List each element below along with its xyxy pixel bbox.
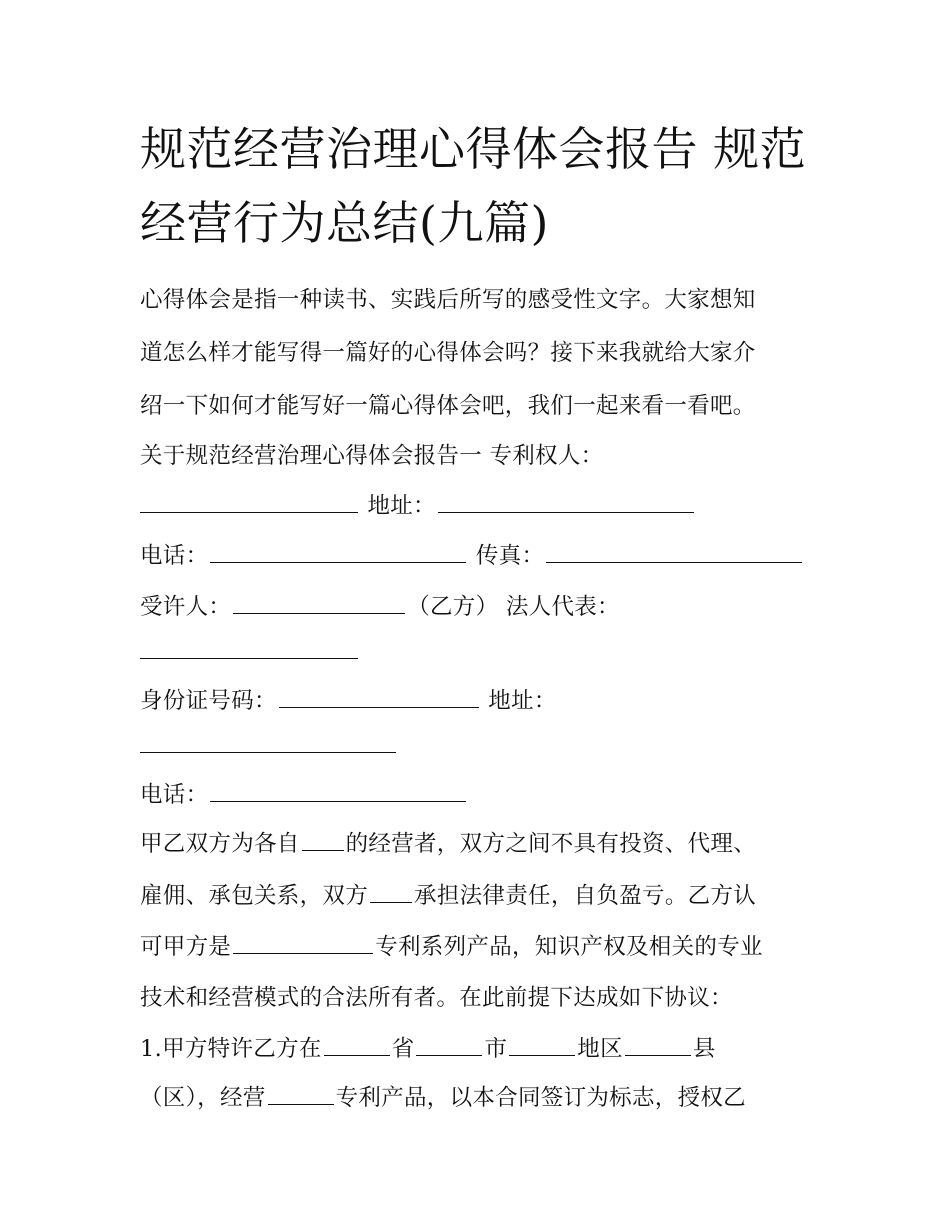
address-blank <box>438 492 694 513</box>
intro-line-2: 道怎么样才能写得一篇好的心得体会吗？接下来我就给大家介 <box>140 340 756 366</box>
body-line-2 <box>140 881 820 911</box>
body-text: 地区 <box>577 1036 623 1062</box>
body-line-1 <box>140 829 820 859</box>
body-text: 雇佣、承包关系，双方 <box>140 883 369 909</box>
phone-label-2: 电话： <box>140 782 209 808</box>
patentee-address-line <box>140 491 820 521</box>
body-text: 可甲方是 <box>140 934 232 960</box>
document-title: 规范经营治理心得体会报告 规范经营行为总结(九篇) <box>140 122 807 250</box>
body-text: 县 <box>692 1036 716 1062</box>
address-label-2: 地址： <box>488 688 557 714</box>
body-text: 市 <box>484 1036 508 1062</box>
fax-label: 传真： <box>475 543 545 569</box>
phone-label: 电话： <box>140 543 209 569</box>
licensee-line <box>140 592 820 622</box>
blank <box>233 933 373 954</box>
blank <box>268 1084 334 1105</box>
licensee-label: 受许人： <box>140 594 232 620</box>
intro-line-1: 心得体会是指一种读书、实践后所写的感受性文字。大家想知 <box>140 287 756 313</box>
body-text: （区），经营 <box>140 1085 266 1111</box>
body-text: 省 <box>391 1036 415 1062</box>
party-b-label: （乙方） <box>407 594 499 620</box>
blank <box>416 1035 482 1056</box>
phone-blank <box>210 542 466 563</box>
address-2-blank <box>140 732 396 753</box>
fax-blank <box>546 542 802 563</box>
body-text: 1.甲方特许乙方在 <box>140 1036 322 1062</box>
blank <box>370 882 412 903</box>
id-blank <box>279 687 479 708</box>
body-line-3 <box>140 932 820 962</box>
legal-rep-label: 法人代表： <box>505 594 620 620</box>
address-2-blank-line <box>140 731 820 761</box>
phone-fax-line <box>140 541 820 571</box>
phone-2-blank <box>210 781 466 802</box>
blank <box>625 1035 691 1056</box>
blank <box>302 830 344 851</box>
body-text: 专利系列产品，知识产权及相关的专业 <box>375 934 763 960</box>
patentee-name-blank <box>140 492 358 513</box>
blank <box>509 1035 575 1056</box>
licensee-blank <box>233 593 405 614</box>
blank <box>324 1035 390 1056</box>
legal-rep-blank-line <box>140 637 820 667</box>
intro-line-3: 绍一下如何才能写好一篇心得体会吧，我们一起来看一看吧。 <box>140 393 756 419</box>
legal-rep-blank <box>140 638 358 659</box>
body-text: 承担法律责任，自负盈亏。乙方认 <box>414 883 757 909</box>
body-text: 甲乙双方为各自 <box>140 831 300 857</box>
id-address-line <box>140 686 820 716</box>
body-text: 专利产品，以本合同签订为标志，授权乙 <box>335 1085 746 1111</box>
body-line-4: 技术和经营模式的合法所有者。在此前提下达成如下协议： <box>140 985 733 1011</box>
section-heading: 关于规范经营治理心得体会报告一 专利权人： <box>140 443 604 469</box>
id-label: 身份证号码： <box>140 688 277 714</box>
address-label: 地址： <box>367 493 436 519</box>
body-line-5 <box>140 1034 820 1064</box>
phone-2-line <box>140 780 820 810</box>
body-text: 的经营者，双方之间不具有投资、代理、 <box>345 831 757 857</box>
body-line-6 <box>140 1083 820 1113</box>
